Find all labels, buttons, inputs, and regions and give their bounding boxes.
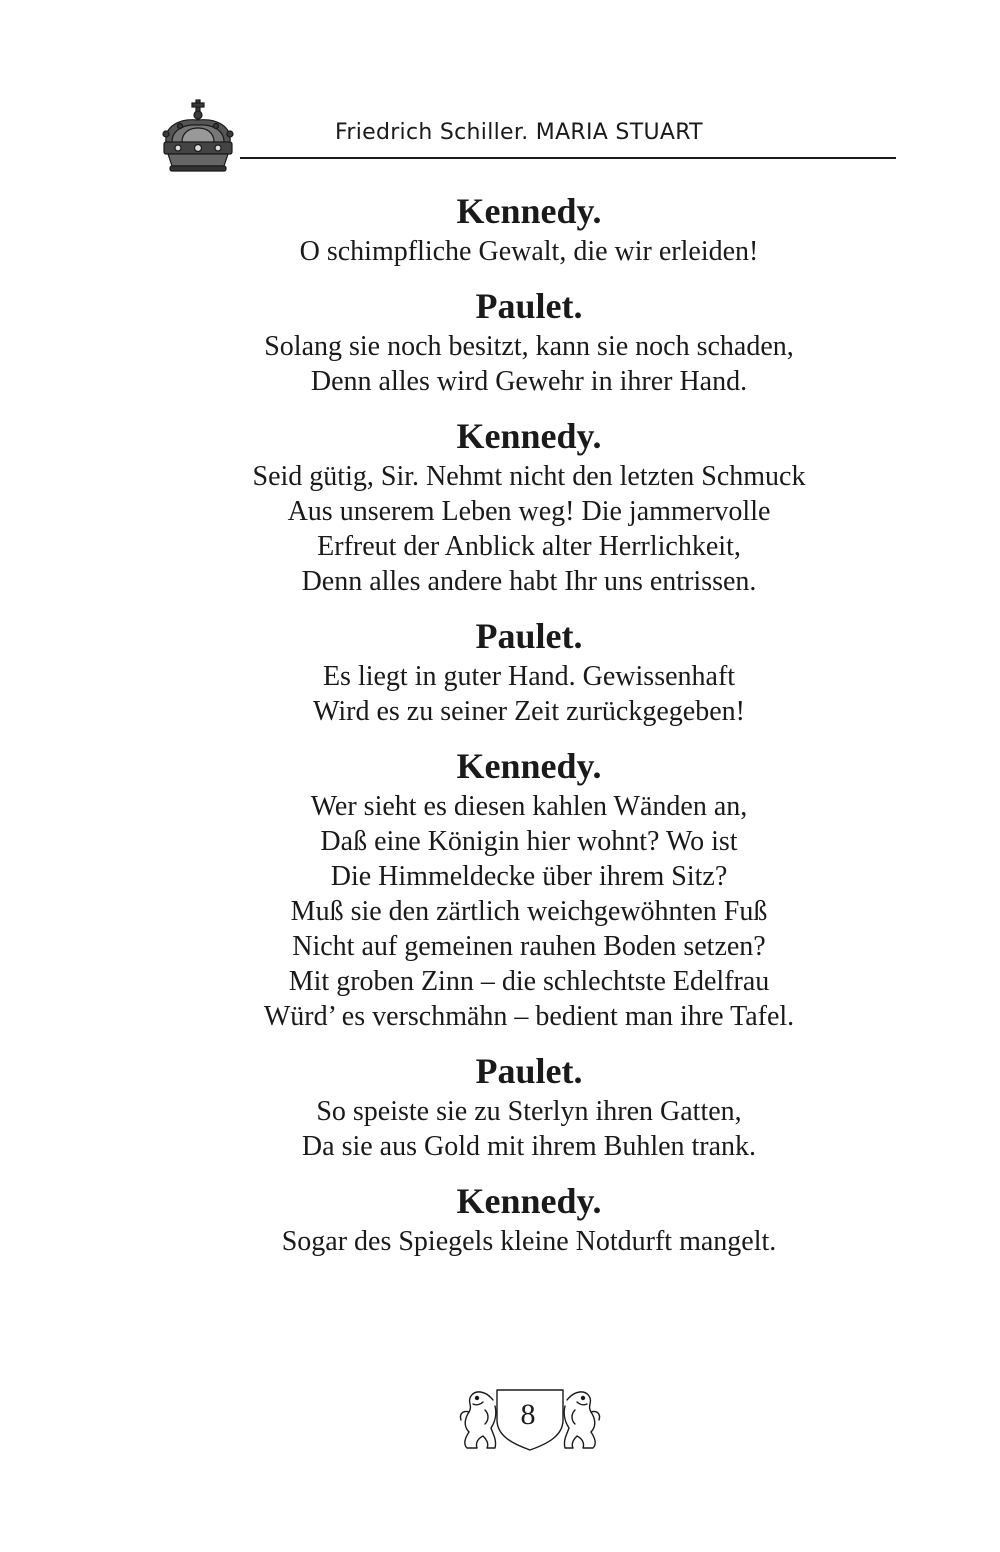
page-number: 8 <box>520 1398 536 1431</box>
crown-icon <box>158 98 238 174</box>
verse-line: O schimpfliche Gewalt, die wir erleiden! <box>299 236 759 267</box>
verse-line: Daß eine Königin hier wohnt? Wo ist <box>320 826 738 857</box>
verse-line: Denn alles andere habt Ihr uns entrissen. <box>301 566 757 597</box>
play-text <box>100 188 958 1273</box>
verse-line: So speiste sie zu Sterlyn ihren Gatten, <box>316 1096 742 1127</box>
verse-line: Nicht auf gemeinen rauhen Boden setzen? <box>292 931 766 962</box>
speech <box>100 283 958 399</box>
verse-line: Die Himmeldecke über ihrem Sitz? <box>330 861 728 892</box>
verse-line: Wer sieht es diesen kahlen Wänden an, <box>310 791 748 822</box>
speech <box>100 188 958 269</box>
speech <box>100 413 958 599</box>
verse-line: Seid gütig, Sir. Nehmt nicht den letzten Schmuck <box>252 461 806 492</box>
verse-line: Sogar des Spiegels kleine Notdurft mangelt. <box>281 1226 777 1257</box>
verse-line: Es liegt in guter Hand. Gewissenhaft <box>322 661 736 692</box>
verse-line: Da sie aus Gold mit ihrem Buhlen trank. <box>301 1131 757 1162</box>
speaker-name: Paulet. <box>475 616 583 656</box>
verse-line: Würd’ es verschmähn – bedient man ihre Tafel. <box>263 1001 795 1032</box>
speaker-name: Kennedy. <box>456 191 602 231</box>
verse-line: Mit groben Zinn – die schlechtste Edelfrau <box>288 966 770 997</box>
header-rule <box>240 157 896 159</box>
speech <box>100 743 958 1034</box>
verse-line: Solang sie noch besitzt, kann sie noch schaden, <box>264 331 794 362</box>
speech <box>100 1048 958 1164</box>
speaker-name: Kennedy. <box>456 1181 602 1221</box>
verse-line: Aus unserem Leben weg! Die jammervolle <box>287 496 771 527</box>
running-head: Friedrich Schiller. MARIA STUART <box>335 120 703 145</box>
speech <box>100 613 958 729</box>
speaker-name: Paulet. <box>475 286 583 326</box>
speaker-name: Paulet. <box>475 1051 583 1091</box>
verse-line: Denn alles wird Gewehr in ihrer Hand. <box>310 366 748 397</box>
speech <box>100 1178 958 1259</box>
verse-line: Erfreut der Anblick alter Herrlichkeit, <box>317 531 741 562</box>
speaker-name: Kennedy. <box>456 416 602 456</box>
verse-line: Wird es zu seiner Zeit zurückgegeben! <box>313 696 745 727</box>
verse-line: Muß sie den zärtlich weichgewöhnten Fuß <box>290 896 768 927</box>
speaker-name: Kennedy. <box>456 746 602 786</box>
